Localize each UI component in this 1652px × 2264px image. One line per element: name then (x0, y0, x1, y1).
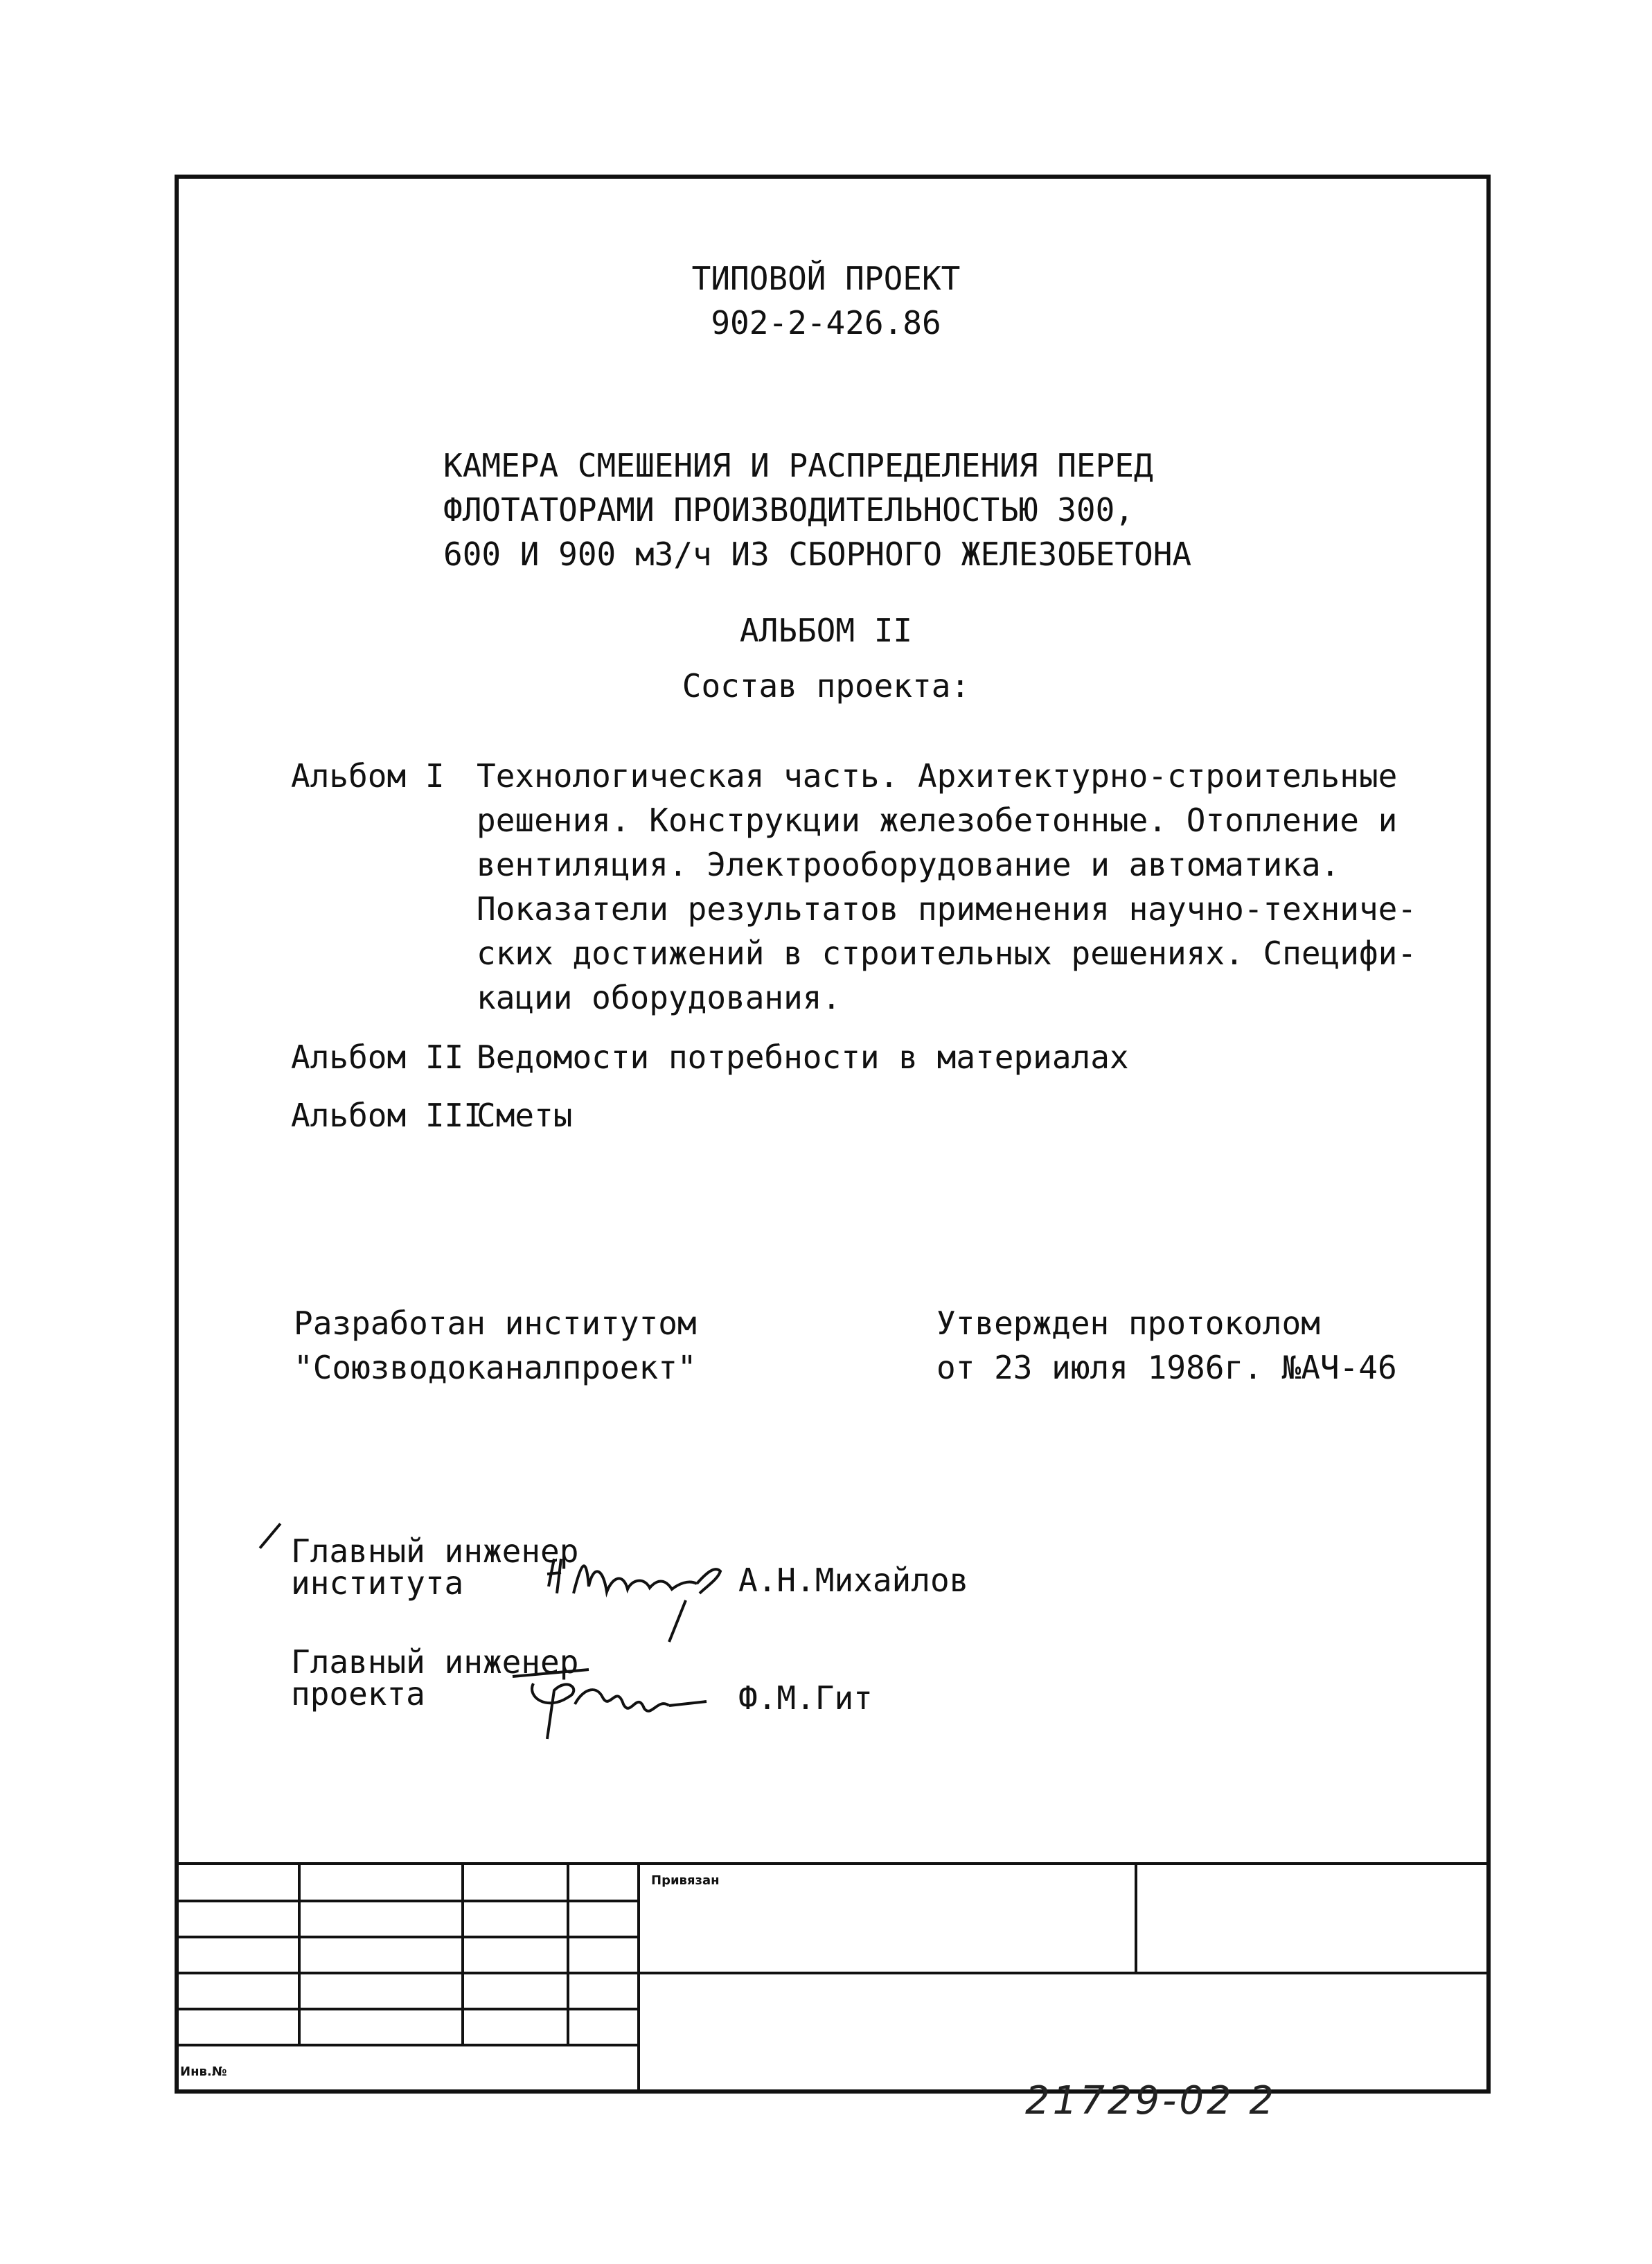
signature-1-handwriting (540, 1538, 741, 1649)
album-1-desc-line: решения. Конструкции железобетонные. Отопление и (477, 802, 1398, 839)
stamp-line (637, 1862, 640, 2094)
signature-2-name: Ф.М.Гит (738, 1679, 873, 1717)
inventory-label: Инв.№ (180, 2064, 227, 2079)
developer-line-1: Разработан институтом (294, 1305, 697, 1342)
album-1-desc-line: Технологическая часть. Архитектурно-строительные (477, 757, 1398, 795)
stamp-line (175, 1972, 1491, 1974)
album-heading: АЛЬБОМ II (739, 612, 913, 649)
signature-2-handwriting (506, 1656, 720, 1753)
stamp-table (175, 1862, 1491, 2094)
title-line-2: ФЛОТАТОРАМИ ПРОИЗВОДИТЕЛЬНОСТЬЮ 300, (443, 491, 1134, 529)
approved-label: Привязан (651, 1873, 720, 1888)
signature-2-role-line-2: проекта (291, 1675, 425, 1713)
stamp-line (567, 1862, 569, 2044)
album-2-label: Альбом II (291, 1038, 464, 1076)
stamp-line (1135, 1862, 1137, 1972)
document-code: 21729-02 2 (1025, 2078, 1277, 2123)
signature-1-role-line-2: института (291, 1564, 464, 1602)
approval-line-1: Утвержден протоколом (936, 1305, 1320, 1342)
album-1-desc-line: кации оборудования. (477, 979, 842, 1016)
stamp-line (175, 1862, 1491, 1865)
signature-2-role-line-1: Главный инженер (291, 1643, 579, 1681)
title-line-1: КАМЕРА СМЕШЕНИЯ И РАСПРЕДЕЛЕНИЯ ПЕРЕД (443, 447, 1153, 484)
title-line-3: 600 И 900 м3/ч ИЗ СБОРНОГО ЖЕЛЕЗОБЕТОНА (443, 536, 1192, 573)
signature-1-name: А.Н.Михайлов (738, 1562, 969, 1599)
stamp-line (298, 1862, 301, 2044)
album-2-desc-line: Ведомости потребности в материалах (477, 1038, 1129, 1076)
album-3-label: Альбом III (291, 1097, 483, 1134)
album-1-desc-line: ских достижений в строительных решениях. Специфи- (477, 935, 1417, 972)
album-3-desc-line: Сметы (477, 1097, 573, 1134)
album-1-desc-line: Показатели результатов применения научно-техниче- (477, 890, 1417, 928)
project-number: 902-2-426.86 (711, 304, 941, 342)
signature-1-role-line-1: Главный инженер (291, 1532, 579, 1570)
stamp-line (175, 2044, 639, 2046)
developer-line-2: "Союзводоканалпроект" (294, 1349, 697, 1386)
stamp-line (461, 1862, 464, 2044)
album-1-desc-line: вентиляция. Электрооборудование и автоматика. (477, 846, 1340, 883)
composition-heading: Состав проекта: (682, 667, 970, 705)
project-type: ТИПОВОЙ ПРОЕКТ (691, 260, 961, 297)
approval-line-2: от 23 июля 1986г. №АЧ-46 (936, 1349, 1397, 1386)
album-1-label: Альбом I (291, 757, 445, 795)
